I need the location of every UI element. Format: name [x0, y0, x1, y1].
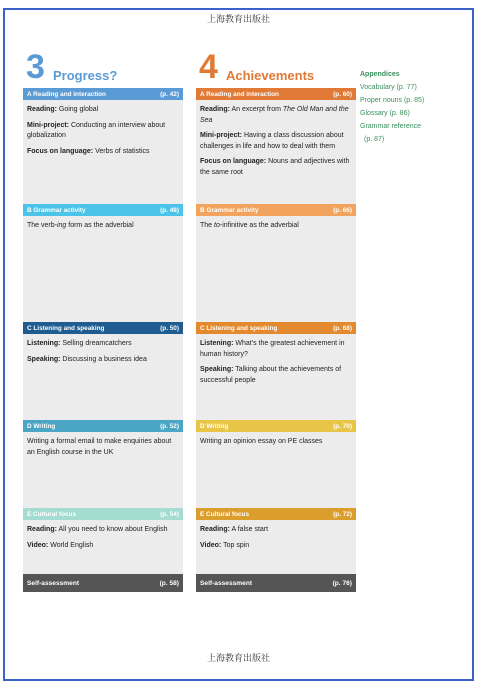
section-page: (p. 72) [333, 510, 352, 518]
unit-3-section-b-content [23, 216, 183, 322]
section-title: Self-assessment [27, 579, 80, 587]
section-page: (p. 52) [160, 422, 179, 430]
section-title: D Writing [27, 422, 56, 430]
unit-3-section-c-bar[interactable] [23, 322, 183, 334]
content-line: Video: World English [27, 541, 94, 549]
unit-4-title: Achievements [226, 68, 315, 83]
appendix-item-grammar-reference[interactable]: Grammar reference [360, 123, 422, 130]
unit-4-panel [196, 88, 356, 592]
section-page: (p. 42) [160, 90, 179, 98]
section-page: (p. 58) [159, 579, 179, 587]
section-page: (p. 48) [160, 206, 179, 214]
section-page: (p. 50) [160, 324, 179, 332]
content-line: Writing a formal email to make enquiries about an English course in the UK [27, 438, 172, 456]
appendix-item-vocabulary[interactable]: Vocabulary (p. 77) [360, 84, 417, 91]
appendix-item-grammar-reference-page[interactable]: (p. 87) [364, 136, 385, 143]
unit-3-number: 3 [26, 48, 45, 86]
publisher-footer: 上海教育出版社 [206, 654, 270, 664]
section-title: C Listening and speaking [27, 324, 105, 332]
unit-3-section-a-bar[interactable] [23, 88, 183, 100]
publisher-header: 上海教育出版社 [206, 15, 270, 25]
appendix-item-proper-nouns[interactable]: Proper nouns (p. 85) [360, 97, 425, 104]
content-line: Focus on language: Nouns and adjectives with the same root [200, 158, 350, 176]
section-title: B Grammar activity [27, 206, 86, 214]
unit-3-section-c-content [23, 334, 183, 420]
unit-4-section-e-bar[interactable] [196, 508, 356, 520]
unit-3-title: Progress? [53, 68, 118, 83]
unit-4-section-a-content [196, 100, 356, 204]
section-title: A Reading and interaction [200, 90, 279, 98]
unit-3-header [23, 48, 183, 88]
unit-3-column [23, 48, 183, 592]
unit-4-header [196, 48, 356, 88]
unit-4-section-c-content [196, 334, 356, 420]
content-line: Mini-project: Having a class discussion about challenges in life and how to deal with them [200, 132, 344, 150]
section-page: (p. 54) [160, 510, 179, 518]
unit-4-section-a-bar[interactable] [196, 88, 356, 100]
section-title: A Reading and interaction [27, 90, 106, 98]
content-line: Reading: All you need to know about English [27, 526, 168, 533]
content-line: Focus on language: Verbs of statistics [27, 147, 150, 155]
section-page: (p. 66) [333, 206, 352, 214]
section-title: E Cultural focus [27, 510, 77, 518]
unit-3-section-d-content [23, 432, 183, 508]
content-line: Reading: A false start [200, 526, 269, 533]
unit-4-section-b-bar[interactable] [196, 204, 356, 216]
content-line: Listening: What's the greatest achievement in human history? [200, 340, 345, 358]
section-page: (p. 68) [333, 324, 352, 332]
section-page: (p. 70) [333, 422, 352, 430]
unit-3-panel [23, 88, 183, 592]
unit-3-section-d-bar[interactable] [23, 420, 183, 432]
unit-3-section-e-bar[interactable] [23, 508, 183, 520]
section-title: D Writing [200, 422, 229, 430]
content-line: The to-infinitive as the adverbial [200, 222, 299, 229]
unit-4-section-e-content [196, 520, 356, 574]
section-page: (p. 60) [333, 90, 352, 98]
content-line: Speaking: Discussing a business idea [27, 355, 147, 363]
content-line: Reading: An excerpt from The Old Man and the Sea [200, 106, 349, 124]
content-line: Speaking: Talking about the achievements of successful people [200, 366, 342, 384]
content-line: Video: Top spin [200, 541, 250, 549]
appendices-list [360, 68, 470, 146]
content-line: Listening: Selling dreamcatchers [27, 340, 132, 347]
section-page: (p. 76) [332, 579, 352, 587]
section-title: E Cultural focus [200, 510, 250, 518]
content-line: Mini-project: Conducting an interview about globalization [27, 121, 166, 139]
content-line: Writing an opinion essay on PE classes [200, 438, 323, 445]
unit-4-self-assessment-bar[interactable] [196, 574, 356, 592]
section-title: C Listening and speaking [200, 324, 278, 332]
unit-3-self-assessment-bar[interactable] [23, 574, 183, 592]
unit-4-number: 4 [199, 48, 218, 86]
unit-4-section-c-bar[interactable] [196, 322, 356, 334]
appendices-title: Appendices [360, 71, 400, 78]
section-title: B Grammar activity [200, 206, 259, 214]
content-line: Reading: Going global [27, 106, 99, 113]
section-title: Self-assessment [200, 579, 253, 587]
unit-4-section-b-content [196, 216, 356, 322]
unit-3-section-a-content [23, 100, 183, 204]
unit-3-section-b-bar[interactable] [23, 204, 183, 216]
content-line: The verb-ing form as the adverbial [27, 222, 134, 229]
unit-4-column [196, 48, 356, 592]
unit-4-section-d-content [196, 432, 356, 508]
unit-4-section-d-bar[interactable] [196, 420, 356, 432]
unit-3-section-e-content [23, 520, 183, 574]
appendix-item-glossary[interactable]: Glossary (p. 86) [360, 110, 410, 117]
